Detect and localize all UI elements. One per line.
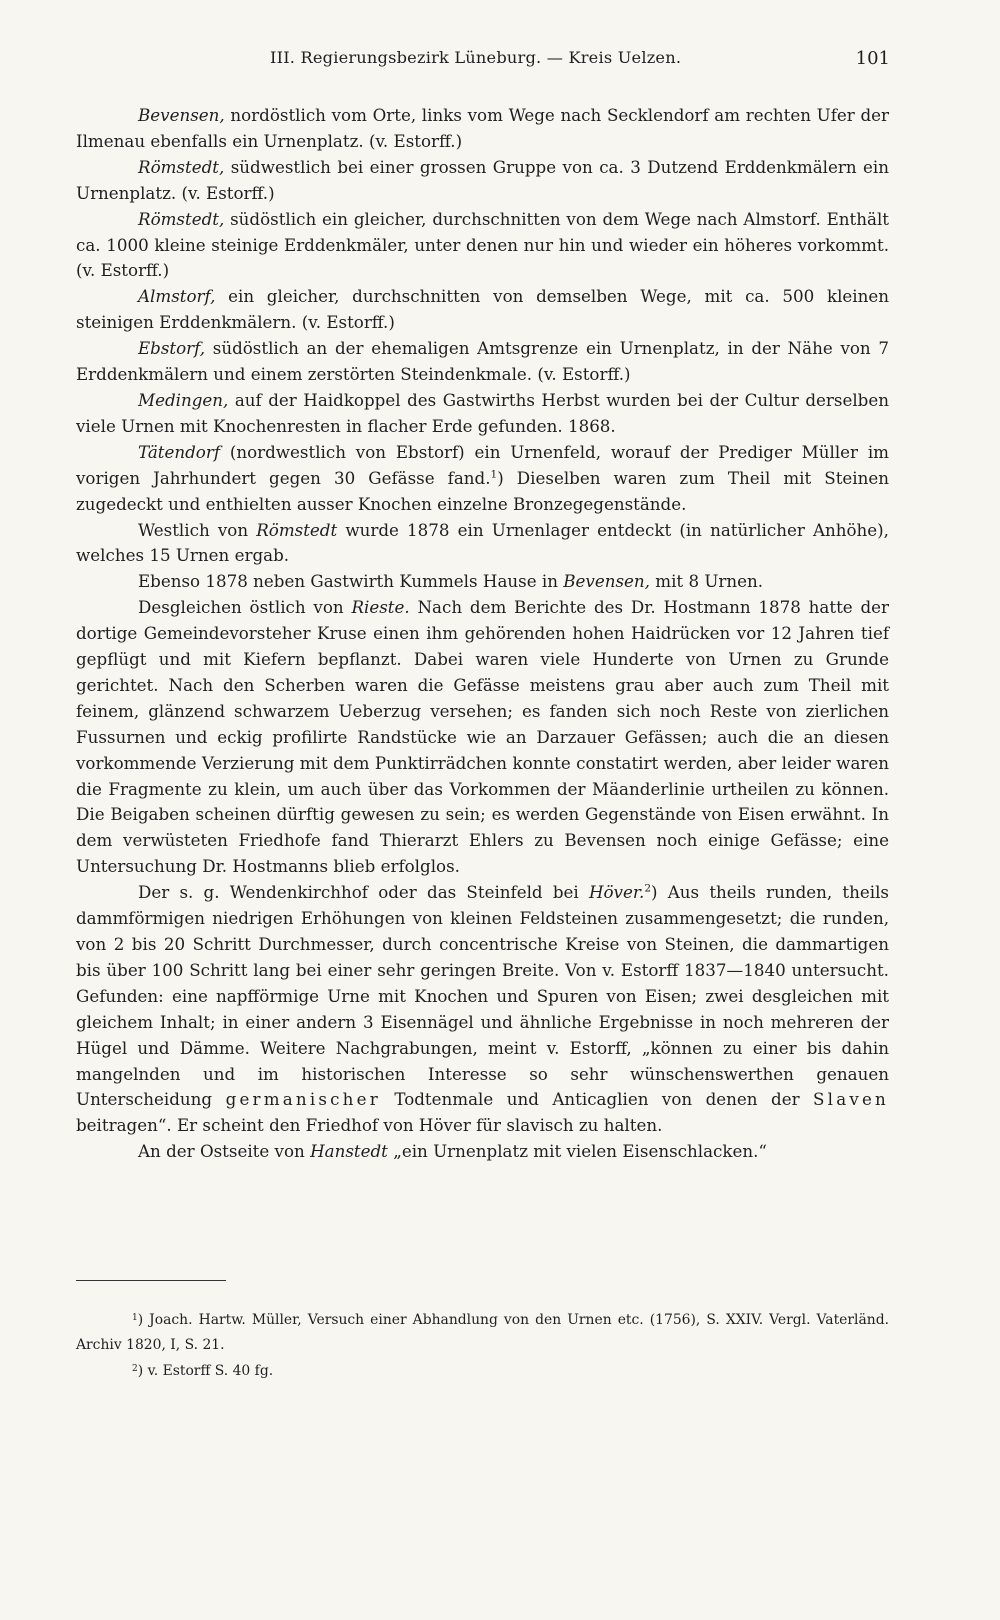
paragraph-text: südöstlich an der ehemaligen Amtsgrenze ein Urnenplatz, in der Nähe von 7 Erddenkmälern und einem zerstörten Steindenkmale. (v. Estorff.) (76, 338, 889, 385)
paragraph-ebenso-bevensen (76, 569, 889, 595)
footnote-1 (76, 1306, 889, 1357)
place-name: Römstedt, (138, 208, 225, 229)
paragraph-text: mit 8 Urnen. (649, 571, 764, 592)
spaced-word: Slaven (813, 1089, 889, 1110)
paragraph-text: südöstlich ein gleicher, durchschnitten von dem Wege nach Almstorf. Enthält ca. 1000 kleine steinige Erddenkmäler, unter denen nur hin und wieder ein höheres vorkommt. (v. Estorff.) (76, 208, 889, 281)
paragraph-lead: Ebenso 1878 neben Gastwirth Kummels Hause in (138, 571, 564, 592)
place-name: Bevensen, (138, 105, 225, 125)
paragraph-text: ) Aus theils runden, theils dammförmigen niedrigen Erhöhungen von kleinen Feldsteinen zusammengesetzt; die runden, von 2 bis 20 Schritt Durchmesser, durch concentrische Kreise von Steinen, die dammartigen bis über 100 Schritt lang bei einer sehr geringen Breite. Von v. Estorff 1837—1840 untersucht. Gefunden: eine napfförmige Urne mit Knochen und Spuren von Eisen; zwei desgleichen mit gleichem Inhalt; in einer andern 3 Eisennägel und ähnliche Ergebnisse in noch mehreren der Hügel und Dämme. Weitere Nachgrabungen, meint v. Estorff, „können zu einer bis dahin mangelnden und im historischen Interesse so sehr wünschenswerthen genauen Unterscheidung (76, 882, 889, 1110)
place-name: Höver. (588, 882, 645, 903)
paragraph-text: „ein Urnenplatz mit vielen Eisenschlacken.“ (387, 1141, 767, 1162)
paragraph-text: beitragen“. Er scheint den Friedhof von Höver für slavisch zu halten. (76, 1115, 663, 1136)
header-title: III. Regierungsbezirk Lüneburg. — Kreis Uelzen. (270, 48, 682, 67)
paragraph-text: Nach dem Berichte des Dr. Hostmann 1878 hatte der dortige Gemeindevorsteher Kruse einen ihm gehörenden hohen Haidrücken vor 12 Jahren tief gepflügt und mit Kiefern bepflanzt. Dabei waren viele Hunderte von Urnen zu Grunde gerichtet. Nach den Scherben waren die Gefässe meistens grau aber auch zum Theil mit feinem, glänzend schwarzem Ueberzug versehen; es fanden sich noch Reste von zierlichen Fussurnen und eckig profilirte Randstücke wie an Darzauer Gefässen; auch die an diesen vorkommende Verzierung mit dem Punktirrädchen konnte constatirt werden, aber leider waren die Fragmente zu klein, um auch über das Vorkommen der Mäanderlinie urtheilen zu können. Die Beigaben scheinen dürftig gewesen zu sein; es werden Gegenstände von Eisen erwähnt. In dem verwüsteten Friedhofe fand Thierarzt Ehlers zu Bevensen noch einige Gefässe; eine Untersuchung Dr. Hostmanns blieb erfolglos. (76, 597, 889, 877)
paragraph-lead: Der s. g. Wendenkirchhof oder das Steinfeld bei (138, 882, 589, 903)
paragraph-text: auf der Haidkoppel des Gastwirths Herbst wurden bei der Cultur derselben viele Urnen mit Knochenresten in flacher Erde gefunden. 1868. (76, 389, 889, 436)
paragraph-text: ) Dieselben waren zum Theil mit Steinen zugedeckt und enthielten ausser Knochen einzelne Bronzegegenstände. (76, 467, 889, 514)
paragraph-text: wurde 1878 ein Urnenlager entdeckt (in natürlicher Anhöhe), welches 15 Urnen ergab. (76, 519, 889, 566)
paragraph-bevensen-1 (76, 103, 889, 155)
page-number: 101 (855, 48, 890, 69)
footnote-marker: 2 (132, 1364, 138, 1374)
paragraph-text: (nordwestlich von Ebstorf) ein Urnenfeld, worauf der Prediger Müller im vorigen Jahrhundert gegen 30 Gefässe fand. (76, 441, 889, 488)
place-name: Hanstedt (310, 1141, 388, 1162)
paragraph-westlich-roemstedt (76, 518, 889, 570)
paragraph-text: ein gleicher, durchschnitten von demselben Wege, mit ca. 500 kleinen steinigen Erddenkmälern. (v. Estorff.) (76, 286, 889, 333)
paragraph-lead: An der Ostseite von (138, 1141, 311, 1162)
footnote-marker: 1 (132, 1313, 138, 1323)
paragraph-text: südwestlich bei einer grossen Gruppe von ca. 3 Dutzend Erddenkmälern ein Urnenplatz. (v. Estorff.) (76, 156, 889, 203)
paragraph-roemstedt-2 (76, 207, 889, 285)
paragraph-medingen (76, 388, 889, 440)
paragraph-hoever (76, 880, 889, 1139)
place-name: Römstedt, (138, 156, 225, 177)
place-name: Ebstorf, (138, 338, 206, 359)
place-name: Rieste. (351, 597, 410, 618)
place-name: Tätendorf (138, 441, 220, 462)
footnote-reference[interactable]: 2 (644, 882, 651, 895)
body-text (76, 103, 889, 1165)
place-name: Medingen, (138, 389, 229, 410)
place-name: Almstorf, (138, 286, 216, 307)
paragraph-lead: Westlich von (138, 519, 257, 540)
place-name: Römstedt (256, 519, 338, 540)
paragraph-ebstorf (76, 336, 889, 388)
footnote-divider (76, 1280, 226, 1281)
running-header (0, 48, 968, 74)
paragraph-text: Todtenmale und Anticaglien von denen der (380, 1089, 814, 1110)
paragraph-rieste (76, 595, 889, 880)
footnote-reference[interactable]: 1 (490, 468, 498, 481)
footnote-text: ) Joach. Hartw. Müller, Versuch einer Abhandlung von den Urnen etc. (1756), S. XXIV. Vergl. Vaterländ. Archiv 1820, I, S. 21. (76, 1312, 889, 1353)
paragraph-taetendorf (76, 440, 889, 518)
footnotes (76, 1306, 889, 1384)
footnote-text: ) v. Estorff S. 40 fg. (137, 1363, 274, 1379)
spaced-word: germanischer (225, 1089, 381, 1110)
paragraph-lead: Desgleichen östlich von (138, 597, 352, 618)
paragraph-roemstedt-1 (76, 155, 889, 207)
footnote-2 (76, 1357, 889, 1384)
paragraph-hanstedt (76, 1139, 889, 1165)
paragraph-text: nordöstlich vom Orte, links vom Wege nach Secklendorf am rechten Ufer der Ilmenau ebenfalls ein Urnenplatz. (v. Estorff.) (76, 105, 889, 151)
paragraph-almstorf (76, 284, 889, 336)
place-name: Bevensen, (563, 571, 650, 592)
